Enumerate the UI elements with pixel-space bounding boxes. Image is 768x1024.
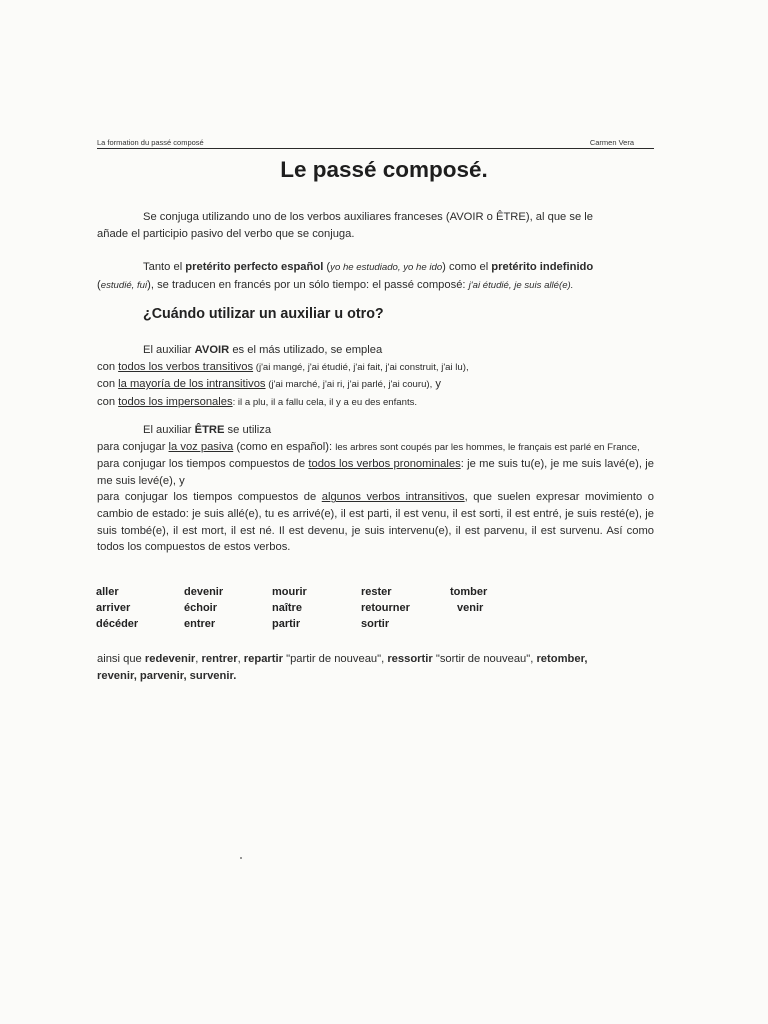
intro-line-2: añade el participio pasivo del verbo que se conjuga.: [97, 227, 355, 240]
text: , que suelen expresar movimiento o cambio de estado:: [97, 491, 654, 520]
intro-paragraph: [97, 209, 654, 242]
etre-pronominal-paragraph: [97, 456, 654, 489]
avoir-section: [97, 342, 654, 411]
ainsi-line-2: [97, 668, 654, 685]
etre-intro: [97, 422, 654, 439]
text: y: [432, 378, 441, 391]
text: ,: [195, 653, 202, 665]
verb-term: redevenir: [144, 653, 196, 665]
verb-term: retomber,: [536, 653, 588, 665]
text: ) como el: [442, 261, 492, 273]
tanto-line-2: [97, 277, 654, 295]
text: es el más utilizado, se emplea: [229, 344, 383, 356]
text: Así como todos los compuestos de estos verbos.: [97, 524, 655, 554]
section-heading: ¿Cuándo utilizar un auxiliar u otro?: [143, 306, 384, 322]
text: ,: [237, 653, 244, 665]
text: ), se traducen en francés por un sólo tiempo: el passé composé:: [147, 278, 469, 291]
verb-item: tomber: [450, 586, 488, 598]
text: se utiliza: [224, 424, 272, 436]
header-author: Carmen Vera: [589, 138, 634, 147]
example-text: je suis allé(e), tu es arrivé(e), il est parti, il est venu, il est sorti, il est entré, je suis resté(e), je suis tombé(e), il est mort, il est né. Il est devenu, je suis intervenu(e), il est parvenu, il est survenu.: [97, 507, 654, 537]
document-title: Le passé composé.: [280, 157, 488, 182]
underlined-term: algunos verbos intransitivos: [321, 491, 465, 504]
text: ,: [133, 669, 140, 682]
etre-section: [97, 422, 654, 556]
text: con: [97, 378, 119, 391]
page-header: [97, 137, 654, 149]
verb-item: devenir: [184, 586, 224, 598]
example-text: yo he estudiado, yo he ido: [330, 262, 443, 273]
verb-item: arriver: [96, 602, 131, 614]
verb-item: échoir: [184, 602, 218, 614]
etre-intransitive-paragraph: [97, 489, 654, 555]
etre-passive-paragraph: [97, 439, 654, 457]
text: "partir de nouveau",: [282, 653, 388, 665]
term-avoir: AVOIR: [194, 344, 230, 356]
verb-term: parvenir: [139, 669, 184, 682]
underlined-term: todos los verbos pronominales: [308, 458, 461, 471]
underlined-term: la mayoría de los intransitivos: [118, 378, 266, 391]
verb-item: entrer: [184, 618, 216, 630]
example-text: : je me suis tu(e), je me suis lavé(e), je me suis levé(e), y: [97, 458, 654, 487]
text: ainsi que: [97, 653, 145, 665]
verb-item: décéder: [96, 618, 139, 630]
text: Tanto el: [143, 261, 186, 273]
text: con: [97, 395, 119, 408]
example-text: : il a plu, il a fallu cela, il y a eu des enfants.: [232, 396, 418, 408]
verb-item: partir: [272, 618, 301, 630]
intro-line-1: Se conjuga utilizando uno de los verbos auxiliares franceses (AVOIR o ÊTRE), al que se le: [143, 211, 594, 223]
underlined-term: todos los impersonales: [118, 395, 233, 408]
verb-item: retourner: [361, 602, 410, 614]
text: (: [323, 261, 331, 273]
underlined-term: todos los verbos transitivos: [118, 360, 254, 373]
avoir-line-2: [97, 376, 654, 394]
example-text: (j'ai marché, j'ai ri, j'ai parlé, j'ai couru),: [265, 379, 433, 391]
verb-term: revenir: [97, 669, 134, 682]
example-text: estudié, fui: [100, 279, 148, 291]
term-etre: ÊTRE: [194, 424, 225, 436]
term-preterito-perfecto: pretérito perfecto español: [185, 261, 324, 273]
tanto-paragraph: [97, 259, 654, 294]
avoir-intro: [97, 342, 654, 359]
header-left-text: La formation du passé composé: [97, 138, 204, 147]
ainsi-paragraph: [97, 651, 654, 684]
scan-speck: [240, 857, 242, 859]
example-text: les arbres sont coupés par les hommes, le français est parlé en France,: [335, 441, 640, 453]
verb-item: aller: [96, 586, 119, 598]
text: (: [97, 278, 101, 291]
text: ,: [183, 669, 190, 682]
avoir-line-1: [97, 359, 654, 377]
verb-term: repartir: [243, 653, 283, 665]
verb-item: rester: [361, 586, 392, 598]
text: para conjugar los tiempos compuestos de: [97, 458, 309, 471]
text: El auxiliar: [143, 344, 195, 356]
verb-item: sortir: [361, 618, 390, 630]
verb-item: mourir: [272, 586, 307, 598]
verb-term: survenir: [189, 669, 234, 682]
term-preterito-indefinido: pretérito indefinido: [491, 261, 594, 273]
verb-term: rentrer: [201, 653, 238, 665]
tanto-line-1: [97, 259, 654, 277]
ainsi-line-1: [97, 651, 654, 668]
text: "sortir de nouveau",: [432, 653, 537, 665]
underlined-term: la voz pasiva: [168, 440, 234, 453]
example-text: (j'ai mangé, j'ai étudié, j'ai fait, j'ai construit, j'ai lu),: [253, 361, 469, 373]
text: para conjugar: [97, 440, 169, 453]
text: para conjugar los tiempos compuestos de: [97, 491, 322, 504]
verb-item: naître: [272, 602, 302, 614]
text: con: [97, 360, 119, 373]
text: (como en español):: [233, 440, 336, 453]
verb-term: ressortir: [387, 653, 433, 665]
text: El auxiliar: [143, 424, 195, 436]
text: .: [233, 669, 237, 682]
verb-item: venir: [457, 602, 484, 614]
example-text: j'ai étudié, je suis allé(e).: [468, 279, 574, 291]
avoir-line-3: [97, 394, 654, 412]
